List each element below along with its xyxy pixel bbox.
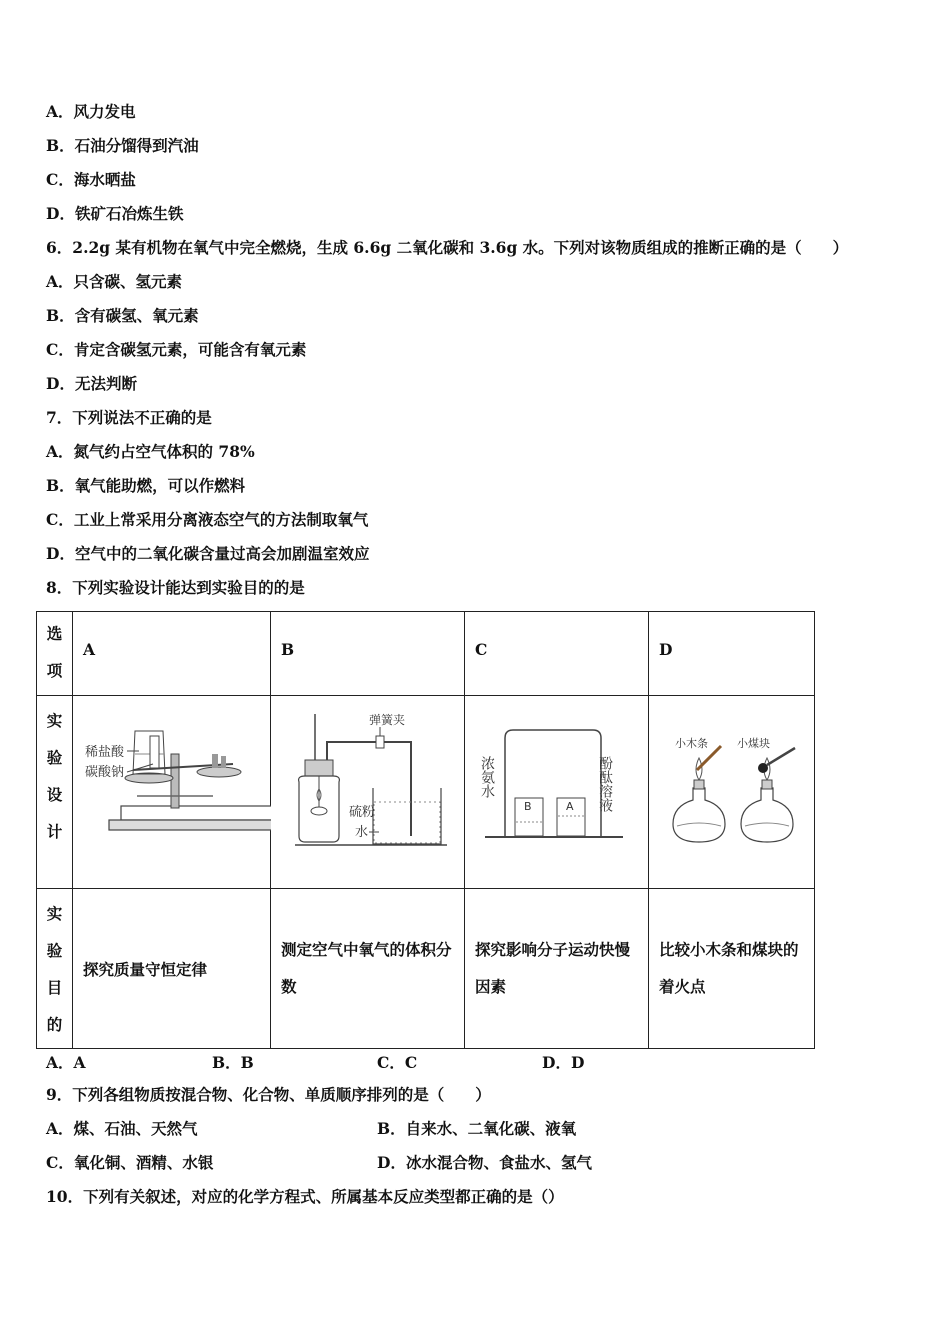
purpose-label: 实验目的 (46, 904, 63, 1034)
q6-option-d: D．无法判断 (46, 374, 137, 393)
label-ammonia: 浓氨水 (479, 756, 495, 798)
q8-stem: 8．下列实验设计能达到实验目的的是 (46, 578, 305, 597)
label-clamp: 弹簧夹 (369, 713, 406, 727)
q7-option-a: A．氮气约占空气体积的 78% (46, 442, 255, 461)
purpose-label-cell (37, 889, 73, 1049)
column-header-b: B (271, 612, 465, 696)
ignition-point-figure (649, 696, 815, 889)
q7-stem: 7．下列说法不正确的是 (46, 408, 212, 427)
q6-stem: 6．2.2g 某有机物在氧气中完全燃烧，生成 6.6g 二氧化碳和 3.6g 水。下列对该物质组成的推断正确的是（ ） (46, 238, 849, 257)
purpose-c: 探究影响分子运动快慢因素 (465, 889, 649, 1049)
figure-d-cell (649, 696, 815, 889)
label-acid: 稀盐酸 (85, 745, 125, 760)
column-header-c: C (465, 612, 649, 696)
q8-answer-a: A．A (46, 1053, 86, 1072)
q8-answer-d: D．D (542, 1053, 585, 1072)
q9-option-a: A．煤、石油、天然气 (46, 1119, 198, 1138)
label-wood: 小木条 (675, 737, 708, 750)
q5-option-d: D．铁矿石冶炼生铁 (46, 204, 184, 223)
design-label: 实验设计 (46, 711, 63, 841)
balance-figure (73, 696, 271, 889)
q9-stem: 9．下列各组物质按混合物、化合物、单质顺序排列的是（ ） (46, 1085, 491, 1104)
q7-option-b: B．氧气能助燃，可以作燃料 (46, 476, 246, 495)
purpose-a: 探究质量守恒定律 (73, 889, 271, 1049)
q5-option-b: B．石油分馏得到汽油 (46, 136, 199, 155)
q7-option-d: D．空气中的二氧化碳含量过高会加剧温室效应 (46, 544, 370, 563)
label-coal: 小煤块 (737, 737, 770, 750)
purpose-d: 比较小木条和煤块的着火点 (649, 889, 815, 1049)
figure-b-cell (271, 696, 465, 889)
q9-option-d: D．冰水混合物、食盐水、氢气 (377, 1153, 592, 1172)
design-label-cell (37, 696, 73, 889)
molecule-motion-figure (465, 696, 649, 889)
q10-stem: 10．下列有关叙述，对应的化学方程式、所属基本反应类型都正确的是（） (46, 1187, 564, 1206)
q8-answer-b: B．B (212, 1053, 254, 1072)
oxygen-volume-figure (271, 696, 465, 889)
label-phenolphthalein: 酚酞溶液 (597, 756, 613, 812)
q7-option-c: C．工业上常采用分离液态空气的方法制取氧气 (46, 510, 369, 529)
figure-a-cell (73, 696, 271, 889)
column-header-d: D (649, 612, 815, 696)
label-carbonate: 碳酸钠 (85, 765, 125, 780)
q8-answer-c: C．C (377, 1053, 418, 1072)
label-water: 水 (355, 825, 369, 840)
experiment-table (36, 611, 815, 1049)
q5-option-c: C．海水晒盐 (46, 170, 136, 189)
label-beaker-b: B (524, 800, 532, 813)
q5-option-a: A．风力发电 (46, 102, 136, 121)
figure-c-cell (465, 696, 649, 889)
purpose-b: 测定空气中氧气的体积分数 (271, 889, 465, 1049)
label-beaker-a: A (566, 800, 574, 813)
header-label-cell (37, 612, 73, 696)
q6-option-a: A．只含碳、氢元素 (46, 272, 183, 291)
q6-option-c: C．肯定含碳氢元素，可能含有氧元素 (46, 340, 307, 359)
q6-option-b: B．含有碳氢、氧元素 (46, 306, 199, 325)
header-label: 选项 (46, 624, 63, 680)
label-sulfur: 硫粉 (349, 805, 376, 820)
q9-option-c: C．氧化铜、酒精、水银 (46, 1153, 214, 1172)
q9-option-b: B．自来水、二氧化碳、液氧 (377, 1119, 577, 1138)
column-header-a: A (73, 612, 271, 696)
